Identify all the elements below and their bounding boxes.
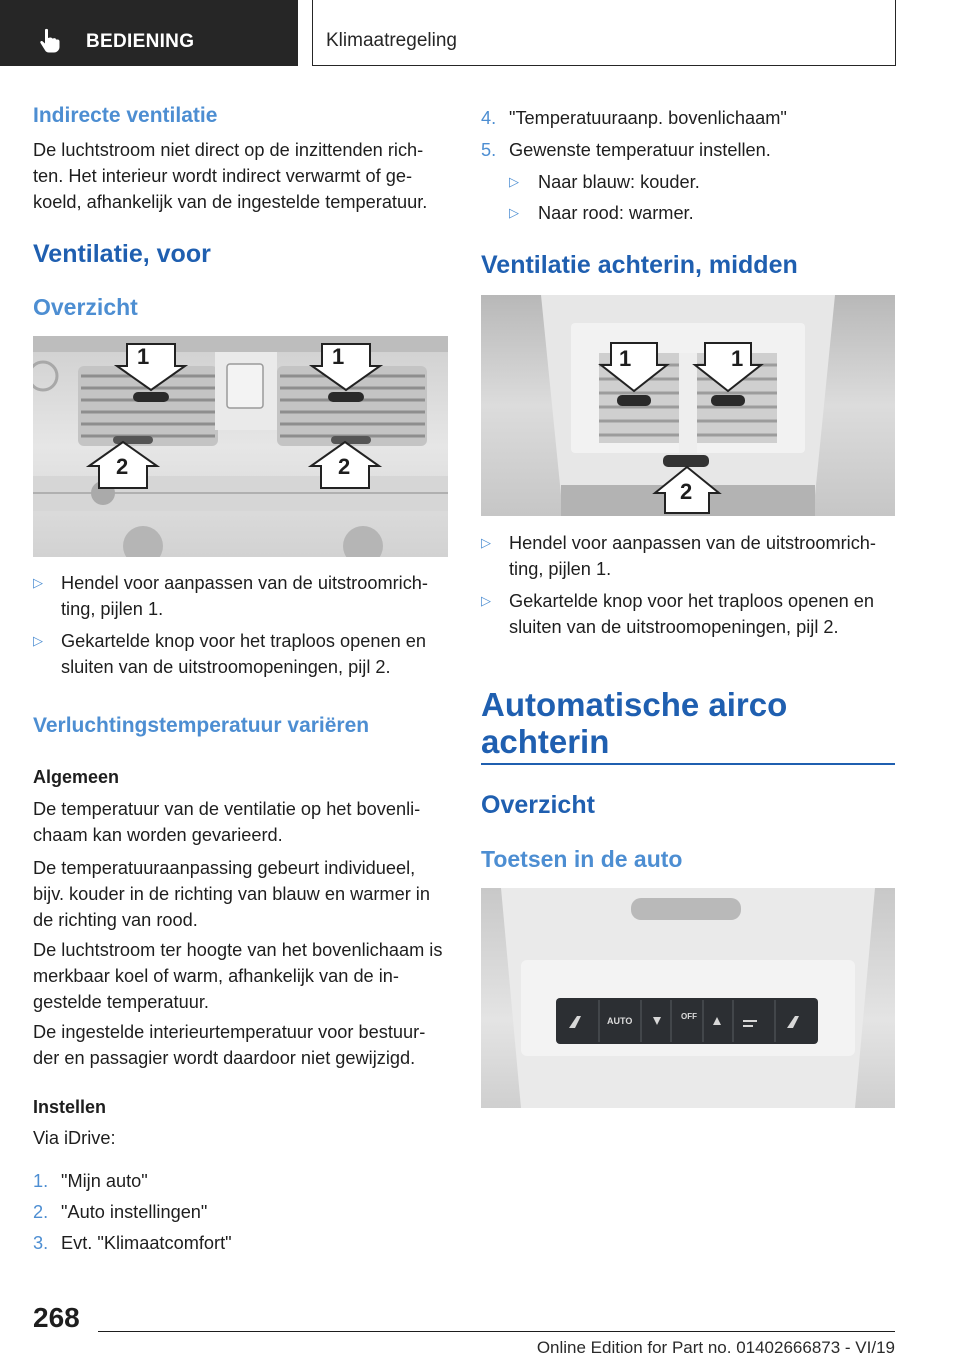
bullet-marker: ▷	[33, 633, 43, 648]
rear-climate-panel-illustration	[481, 888, 895, 1108]
chapter-tab	[312, 0, 896, 66]
footer-rule	[98, 1331, 895, 1332]
list-item	[481, 200, 895, 226]
list-item	[33, 628, 453, 680]
step-text: Evt. "Klimaatcomfort"	[61, 1233, 232, 1253]
heading-auto-climate-line1: Automatische airco	[481, 686, 788, 723]
list-item	[481, 169, 895, 195]
bullet-text: Hendel voor aanpassen van de uitstroomrich-ting, pijlen 1.	[61, 573, 428, 619]
paragraph-general-2: De temperatuuraanpassing gebeurt individueel, bijv. kouder in de richting van blauw en warmer in de richting van rood.	[33, 858, 430, 930]
step-text: "Temperatuuraanp. bovenlichaam"	[509, 108, 787, 128]
hand-pointer-icon	[36, 27, 64, 55]
bullet-text: Gekartelde knop voor het traploos openen en sluiten van de uitstroomopeningen, pijl 2.	[61, 631, 427, 677]
page-header	[0, 0, 960, 66]
paragraph-indirect-ventilation: De luchtstroom niet direct op de inzittenden rich-ten. Het interieur wordt indirect verwarmt of ge-koeld, afhankelijk van de ingestelde temperatuur.	[33, 140, 428, 212]
paragraph-general-1: De temperatuur van de ventilatie op het bovenli-chaam kan worden gevarieerd.	[33, 799, 421, 845]
off-button-label: OFF	[681, 1012, 697, 1021]
heading-overview-rear: Overzicht	[481, 791, 595, 819]
section-tab	[0, 0, 298, 66]
bullet-marker: ▷	[509, 174, 519, 189]
bullet-marker: ▷	[481, 535, 491, 550]
heading-rule	[481, 763, 895, 765]
list-item	[33, 1199, 453, 1225]
callout-2: 2	[680, 479, 693, 504]
bullet-text: Hendel voor aanpassen van de uitstroomrich-ting, pijlen 1.	[509, 533, 876, 579]
step-number: 4.	[481, 108, 497, 128]
bullet-text: Gekartelde knop voor het traploos openen en sluiten van de uitstroomopeningen, pijl 2.	[509, 591, 875, 637]
list-item	[33, 1230, 453, 1256]
heading-overview-front: Overzicht	[33, 294, 138, 320]
list-item	[481, 137, 895, 163]
front-vents-illustration	[33, 336, 448, 557]
paragraph-general-4: De ingestelde interieurtemperatuur voor bestuur-der en passagier wordt daardoor niet gewijzigd.	[33, 1022, 426, 1068]
heading-indirect-ventilation: Indirecte ventilatie	[33, 104, 218, 127]
list-item	[481, 588, 895, 640]
callout-2-left: 2	[116, 454, 129, 479]
heading-front-ventilation: Ventilatie, voor	[33, 240, 211, 268]
callout-1-left: 1	[137, 344, 150, 369]
callout-1-right: 1	[332, 344, 345, 369]
bullet-text: Naar blauw: kouder.	[538, 172, 700, 192]
heading-settings: Instellen	[33, 1097, 107, 1117]
page-number: 268	[33, 1302, 80, 1333]
step-number: 3.	[33, 1233, 49, 1253]
front-vents-photo	[33, 336, 448, 557]
list-item	[481, 530, 895, 582]
bullet-marker: ▷	[509, 205, 519, 220]
step-number: 1.	[33, 1171, 49, 1191]
heading-vary-temperature: Verluchtingstemperatuur variëren	[33, 714, 370, 737]
callout-1-right: 1	[731, 346, 744, 371]
bullet-marker: ▷	[481, 593, 491, 608]
list-item	[33, 570, 453, 622]
rear-climate-panel-photo	[481, 888, 895, 1108]
step-text: "Mijn auto"	[61, 1171, 148, 1191]
chapter-title: Klimaatregeling	[326, 30, 457, 51]
list-item	[33, 1168, 453, 1194]
settings-intro: Via iDrive:	[33, 1128, 116, 1148]
section-title: BEDIENING	[86, 31, 195, 52]
rear-vents-photo	[481, 295, 895, 516]
heading-general: Algemeen	[33, 767, 120, 787]
paragraph-general-3: De luchtstroom ter hoogte van het bovenlichaam is merkbaar koel of warm, afhankelijk van de in-gestelde temperatuur.	[33, 940, 443, 1012]
step-number: 2.	[33, 1202, 49, 1222]
edition-note: Online Edition for Part no. 01402666873 - VI/19	[536, 1338, 895, 1357]
list-item	[481, 105, 895, 131]
callout-1-left: 1	[619, 346, 632, 371]
callout-2-right: 2	[338, 454, 351, 479]
bullet-marker: ▷	[33, 575, 43, 590]
step-text: "Auto instellingen"	[61, 1202, 208, 1222]
bullet-text: Naar rood: warmer.	[538, 203, 694, 223]
heading-auto-climate-line2: achterin	[481, 723, 610, 760]
step-text: Gewenste temperatuur instellen.	[509, 140, 771, 160]
heading-buttons-in-car: Toetsen in de auto	[481, 846, 683, 872]
step-number: 5.	[481, 140, 497, 160]
heading-rear-ventilation: Ventilatie achterin, midden	[481, 251, 798, 279]
auto-button-label: AUTO	[607, 1016, 633, 1026]
